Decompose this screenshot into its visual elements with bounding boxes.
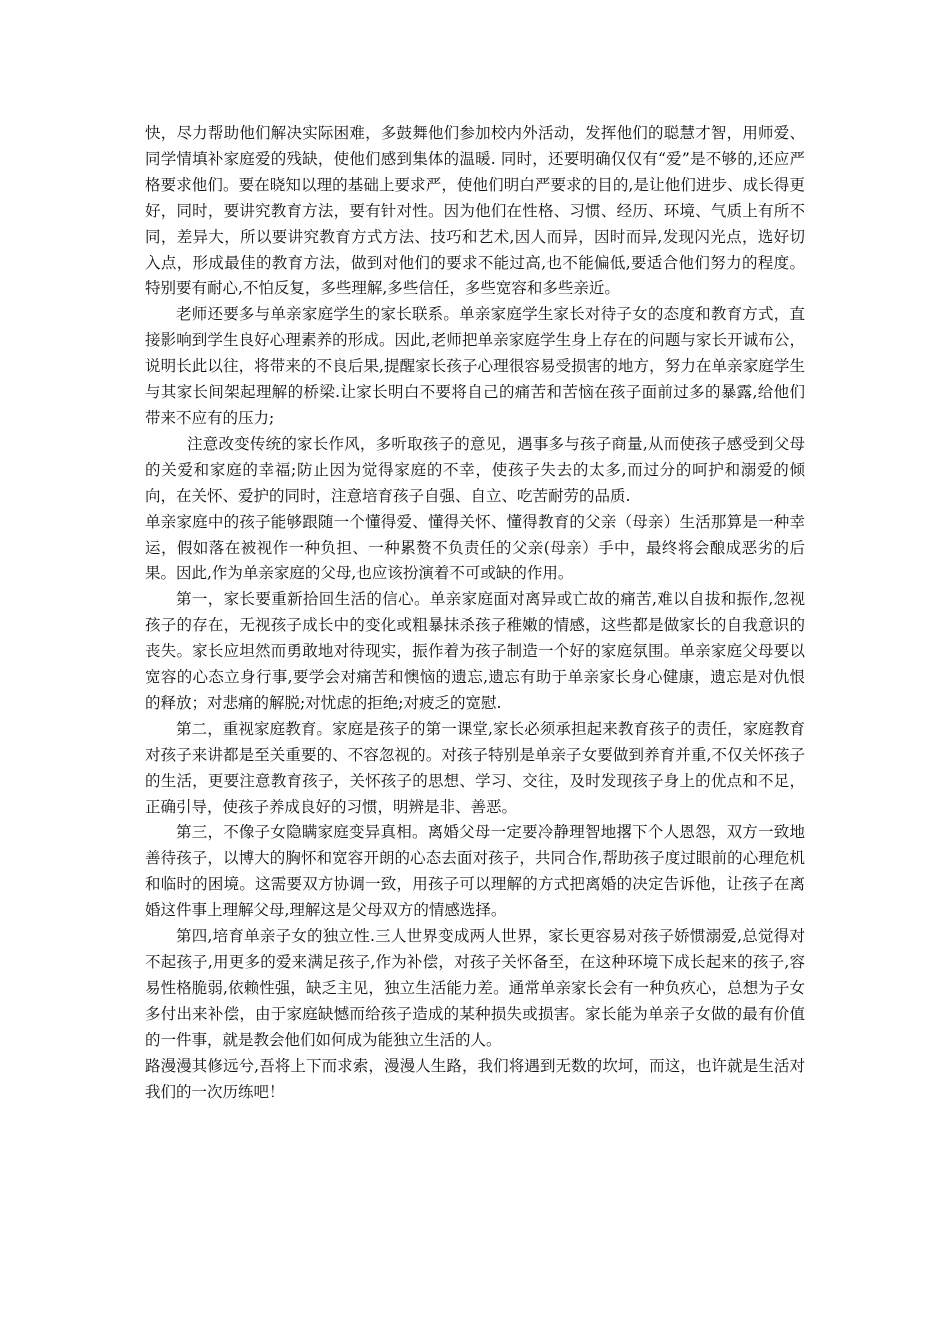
paragraph-point-two: 第二，重视家庭教育。家庭是孩子的第一课堂,家长必须承担起来教育孩子的责任，家庭教育对孩子来讲都是至关重要的、不容忽视的。对孩子特别是单亲子女要做到养育并重,不仅关怀孩子的生活，更要注意教育孩子，关怀孩子的思想、学习、交往，及时发现孩子身上的优点和不足，正确引导，使孩子养成良好的习惯，明辨是非、善恶。 — [145, 719, 805, 816]
paragraph-parent-contact: 老师还要多与单亲家庭学生的家长联系。单亲家庭学生家长对待子女的态度和教育方式，直接影响到学生良好心理素养的形成。因此,老师把单亲家庭学生身上存在的问题与家长开诚布公，说明长此以往，将带来的不良后果,提醒家长孩子心理很容易受损害的地方，努力在单亲家庭学生与其家长间架起理解的桥梁.让家长明白不要将自己的痛苦和苦恼在孩子面前过多的暴露,给他们带来不应有的压力; — [145, 305, 805, 427]
paragraph-single-parent-role: 单亲家庭中的孩子能够跟随一个懂得爱、懂得关怀、懂得教育的父亲（母亲）生活那算是一种幸运，假如落在被视作一种负担、一种累赘不负责任的父亲(母亲）手中，最终将会酿成恶劣的后果。因此,作为单亲家庭的父母,也应该扮演着不可或缺的作用。 — [145, 512, 805, 583]
paragraph-teacher-care: 快，尽力帮助他们解决实际困难，多鼓舞他们参加校内外活动，发挥他们的聪慧才智，用师爱、同学情填补家庭爱的残缺，使他们感到集体的温暖. 同时，还要明确仅仅有“爱”是不够的,还应严格要求他们。要在晓知以理的基础上要求严，使他们明白严要求的目的,是让他们进步、成长得更好，同时，要讲究教育方法，要有针对性。因为他们在性格、习惯、经历、环境、气质上有所不同，差异大，所以要讲究教育方式方法、技巧和艺术,因人而异，因时而异,发现闪光点，选好切入点，形成最佳的教育方法，做到对他们的要求不能过高,也不能偏低,要适合他们努力的程度。特别要有耐心,不怕反复，多些理解,多些信任，多些宽容和多些亲近。 — [145, 124, 805, 298]
paragraph-closing: 路漫漫其修远兮,吾将上下而求索，漫漫人生路，我们将遇到无数的坎坷，而这，也许就是生活对我们的一次历练吧！ — [145, 1056, 805, 1101]
document-body — [145, 121, 805, 1105]
paragraph-point-four: 第四,培育单亲子女的独立性.三人世界变成两人世界，家长更容易对孩子娇惯溺爱,总觉得对不起孩子,用更多的爱来满足孩子,作为补偿，对孩子关怀备至，在这种环境下成长起来的孩子,容易性格脆弱,依赖性强，缺乏主见，独立生活能力差。通常单亲家长会有一种负疚心，总想为子女多付出来补偿，由于家庭缺憾而给孩子造成的某种损失或损害。家长能为单亲子女做的最有价值的一件事，就是教会他们如何成为能独立生活的人。 — [145, 927, 805, 1049]
paragraph-parenting-style: 注意改变传统的家长作风，多听取孩子的意见，遇事多与孩子商量,从而使孩子感受到父母的关爱和家庭的幸福;防止因为觉得家庭的不幸，使孩子失去的太多,而过分的呵护和溺爱的倾向，在关怀、爱护的同时，注意培育孩子自强、自立、吃苦耐劳的品质. — [145, 434, 805, 505]
paragraph-point-one: 第一，家长要重新拾回生活的信心。单亲家庭面对离异或亡故的痛苦,难以自拔和振作,忽视孩子的存在，无视孩子成长中的变化或粗暴抹杀孩子稚嫩的情感，这些都是做家长的自我意识的丧失。家长应坦然而勇敢地对待现实，振作着为孩子制造一个好的家庭氛围。单亲家庭父母要以宽容的心态立身行事,要学会对痛苦和懊恼的遗忘,遗忘有助于单亲家长身心健康，遗忘是对仇恨的释放；对悲痛的解脱;对忧虑的拒绝;对疲乏的宽慰. — [145, 590, 805, 712]
paragraph-point-three: 第三，不像子女隐瞒家庭变异真相。离婚父母一定要冷静理智地撂下个人恩怨，双方一致地善待孩子，以博大的胸怀和宽容开朗的心态去面对孩子，共同合作,帮助孩子度过眼前的心理危机和临时的困境。这需要双方协调一致，用孩子可以理解的方式把离婚的决定告诉他，让孩子在离婚这件事上理解父母,理解这是父母双方的情感选择。 — [145, 823, 805, 920]
